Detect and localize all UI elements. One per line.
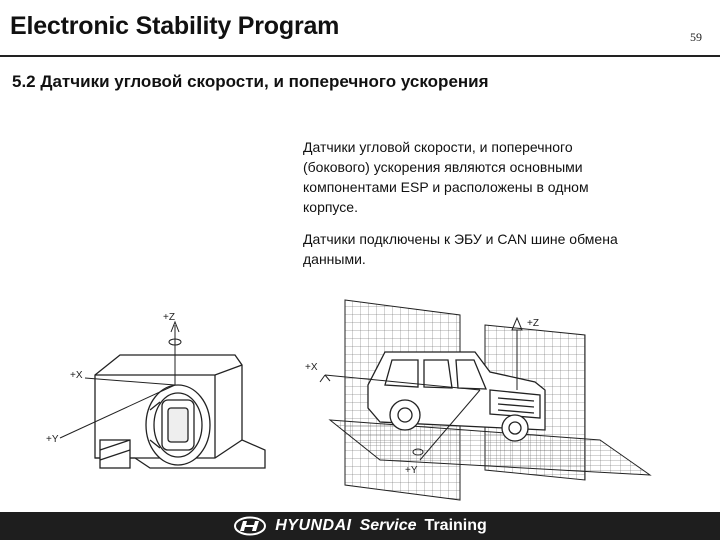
footer-training: Training — [424, 517, 487, 534]
header-divider — [0, 55, 720, 57]
description-text — [303, 137, 643, 281]
sensor-unit — [95, 355, 265, 468]
sensor-axis-z-label: +Z — [163, 312, 175, 323]
vehicle-axis-z-label: +Z — [527, 318, 539, 329]
sensor-axis-y-label: +Y — [46, 434, 59, 445]
footer-bar — [0, 512, 720, 540]
page-number: 59 — [690, 30, 702, 44]
section-title: 5.2 Датчики угловой скорости, и поперечного ускорения — [12, 72, 489, 91]
hyundai-logo-icon — [233, 516, 267, 536]
vehicle-axis-x-label: +X — [305, 362, 318, 373]
sensor-diagram — [0, 290, 720, 512]
footer-service: Service — [359, 517, 417, 534]
paragraph-1: Датчики угловой скорости, и поперечного (бокового) ускорения являются основными компонентами ESP и расположены в одном корпусе. — [303, 139, 589, 215]
vehicle-axis-y-label: +Y — [405, 465, 418, 476]
paragraph-2: Датчики подключены к ЭБУ и CAN шине обмена данными. — [303, 231, 618, 267]
sensor-axis-x-label: +X — [70, 370, 83, 381]
vehicle-illustration — [305, 300, 650, 500]
footer-brand: HYUNDAI — [275, 517, 352, 534]
header-title: Electronic Stability Program — [10, 12, 340, 40]
footer-logo — [233, 516, 487, 536]
